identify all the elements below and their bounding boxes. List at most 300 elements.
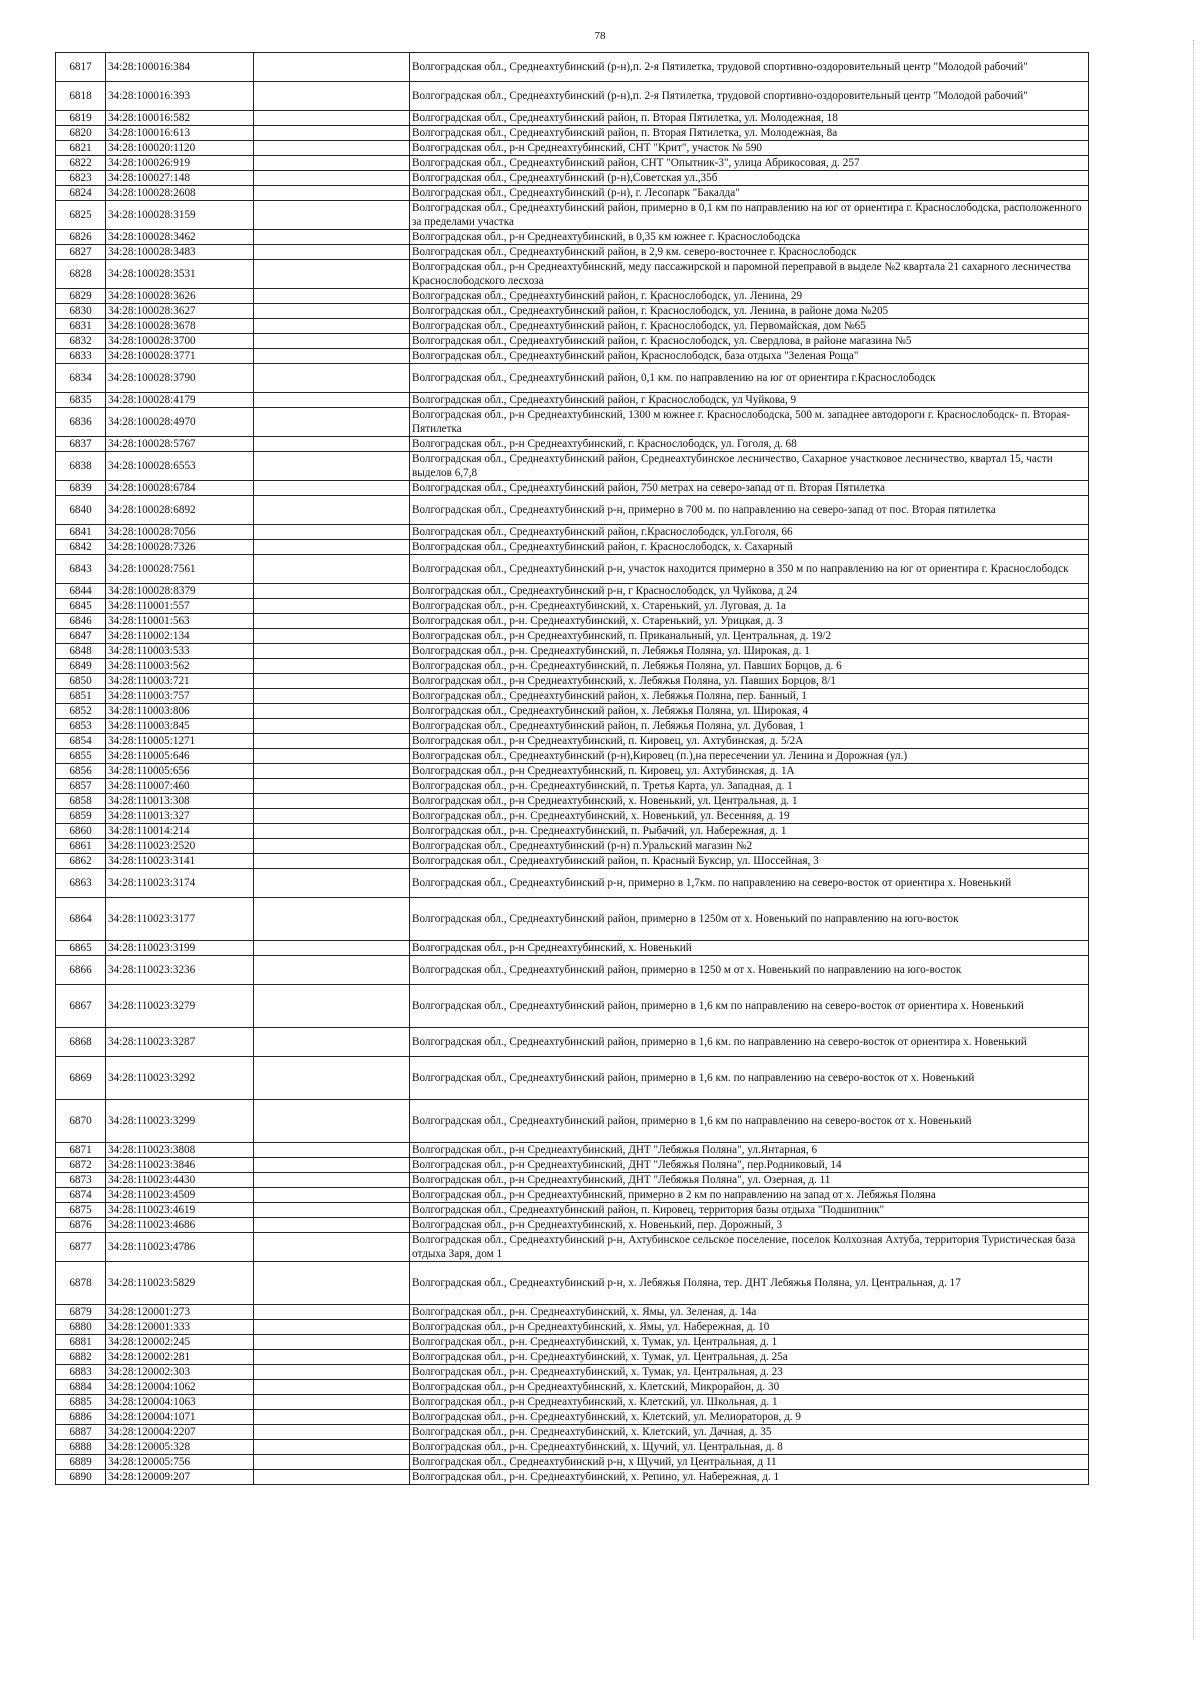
row-number: 6854 [56, 734, 106, 749]
empty-cell [254, 186, 410, 201]
address: Волгоградская обл., р-н Среднеахтубинский, в 0,35 км южнее г. Краснослободска [410, 230, 1089, 245]
row-number: 6818 [56, 82, 106, 111]
cadastral-number: 34:28:100028:7056 [106, 525, 254, 540]
empty-cell [254, 779, 410, 794]
cadastral-number: 34:28:110003:562 [106, 659, 254, 674]
empty-cell [254, 496, 410, 525]
empty-cell [254, 141, 410, 156]
empty-cell [254, 956, 410, 985]
address: Волгоградская обл., Среднеахтубинский р-н, Ахтубинское сельское поселение, поселок Колхозная Ахтуба, территория Туристическая база отдыха Заря, дом 1 [410, 1233, 1089, 1262]
empty-cell [254, 809, 410, 824]
address: Волгоградская обл., р-н. Среднеахтубинский, х. Старенький, ул. Луговая, д. 1а [410, 599, 1089, 614]
address: Волгоградская обл., Среднеахтубинский район, п. Красный Буксир, ул. Шоссейная, 3 [410, 854, 1089, 869]
table-row [56, 1188, 1089, 1203]
row-number: 6865 [56, 941, 106, 956]
row-number: 6882 [56, 1350, 106, 1365]
cadastral-number: 34:28:120005:328 [106, 1440, 254, 1455]
cadastral-number: 34:28:100016:613 [106, 126, 254, 141]
cadastral-number: 34:28:110023:3279 [106, 985, 254, 1028]
row-number: 6819 [56, 111, 106, 126]
empty-cell [254, 584, 410, 599]
row-number: 6842 [56, 540, 106, 555]
row-number: 6843 [56, 555, 106, 584]
row-number: 6841 [56, 525, 106, 540]
cadastral-number: 34:28:110023:3236 [106, 956, 254, 985]
cadastral-number: 34:28:110023:3177 [106, 898, 254, 941]
address: Волгоградская обл., Среднеахтубинский район, г. Краснослободск, х. Сахарный [410, 540, 1089, 555]
address: Волгоградская обл., Среднеахтубинский район, п. Лебяжья Поляна, ул. Дубовая, 1 [410, 719, 1089, 734]
empty-cell [254, 437, 410, 452]
cadastral-number: 34:28:110023:3299 [106, 1100, 254, 1143]
table-row [56, 555, 1089, 584]
table-row [56, 186, 1089, 201]
table-row [56, 629, 1089, 644]
cadastral-number: 34:28:100027:148 [106, 171, 254, 186]
table-row [56, 540, 1089, 555]
cadastral-number: 34:28:110023:3287 [106, 1028, 254, 1057]
row-number: 6886 [56, 1410, 106, 1425]
empty-cell [254, 201, 410, 230]
cadastral-number: 34:28:100028:3678 [106, 319, 254, 334]
empty-cell [254, 1233, 410, 1262]
row-number: 6826 [56, 230, 106, 245]
empty-cell [254, 171, 410, 186]
empty-cell [254, 599, 410, 614]
row-number: 6825 [56, 201, 106, 230]
row-number: 6873 [56, 1173, 106, 1188]
cadastral-number: 34:28:110023:4509 [106, 1188, 254, 1203]
address: Волгоградская обл., Среднеахтубинский район, Среднеахтубинское лесничество, Сахарное участковое лесничество, квартал 15, части выделов 6,7,8 [410, 452, 1089, 481]
empty-cell [254, 1203, 410, 1218]
table-row [56, 749, 1089, 764]
address: Волгоградская обл., Среднеахтубинский район, примерно в 1,6 км. по направлению на северо-восток от х. Новенький [410, 1057, 1089, 1100]
empty-cell [254, 364, 410, 393]
empty-cell [254, 481, 410, 496]
address: Волгоградская обл., Среднеахтубинский р-н, участок находится примерно в 350 м по направлению на юг от ориентира г. Краснослободск [410, 555, 1089, 584]
address: Волгоградская обл., Среднеахтубинский р-н, х Щучий, ул Центральная, д 11 [410, 1455, 1089, 1470]
row-number: 6869 [56, 1057, 106, 1100]
empty-cell [254, 1143, 410, 1158]
empty-cell [254, 941, 410, 956]
empty-cell [254, 349, 410, 364]
cadastral-number: 34:28:100028:3159 [106, 201, 254, 230]
cadastral-number: 34:28:100028:7326 [106, 540, 254, 555]
table-row [56, 809, 1089, 824]
empty-cell [254, 854, 410, 869]
address: Волгоградская обл., р-н. Среднеахтубинский, х. Клетский, ул. Мелиораторов, д. 9 [410, 1410, 1089, 1425]
row-number: 6831 [56, 319, 106, 334]
cadastral-number: 34:28:110013:308 [106, 794, 254, 809]
table-row [56, 854, 1089, 869]
cadastral-number: 34:28:120004:1071 [106, 1410, 254, 1425]
scan-edge-marks [1185, 40, 1194, 1640]
table-row [56, 1425, 1089, 1440]
address: Волгоградская обл., р-н Среднеахтубинский, х. Клетский, Микрорайон, д. 30 [410, 1380, 1089, 1395]
address: Волгоградская обл., р-н Среднеахтубинский, ДНТ "Лебяжья Поляна", ул.Янтарная, 6 [410, 1143, 1089, 1158]
row-number: 6830 [56, 304, 106, 319]
row-number: 6846 [56, 614, 106, 629]
address: Волгоградская обл., Среднеахтубинский район, п. Вторая Пятилетка, ул. Молодежная, 18 [410, 111, 1089, 126]
table-row [56, 408, 1089, 437]
cadastral-number: 34:28:110003:721 [106, 674, 254, 689]
empty-cell [254, 749, 410, 764]
table-row [56, 141, 1089, 156]
table-row [56, 319, 1089, 334]
row-number: 6870 [56, 1100, 106, 1143]
table-row [56, 869, 1089, 898]
address: Волгоградская обл., р-н Среднеахтубинский, х. Клетский, ул. Школьная, д. 1 [410, 1395, 1089, 1410]
row-number: 6889 [56, 1455, 106, 1470]
cadastral-number: 34:28:100028:8379 [106, 584, 254, 599]
table-row [56, 1380, 1089, 1395]
row-number: 6845 [56, 599, 106, 614]
table-row [56, 584, 1089, 599]
empty-cell [254, 719, 410, 734]
table-row [56, 334, 1089, 349]
row-number: 6836 [56, 408, 106, 437]
cadastral-number: 34:28:110014:214 [106, 824, 254, 839]
row-number: 6849 [56, 659, 106, 674]
address: Волгоградская обл., р-н Среднеахтубинский, х. Новенький, пер. Дорожный, 3 [410, 1218, 1089, 1233]
table-row [56, 481, 1089, 496]
row-number: 6871 [56, 1143, 106, 1158]
row-number: 6832 [56, 334, 106, 349]
cadastral-number: 34:28:110003:806 [106, 704, 254, 719]
empty-cell [254, 1470, 410, 1485]
row-number: 6821 [56, 141, 106, 156]
cadastral-number: 34:28:100020:1120 [106, 141, 254, 156]
address: Волгоградская обл., Среднеахтубинский район, примерно в 1250 м от х. Новенький по направлению на юго-восток [410, 956, 1089, 985]
row-number: 6851 [56, 689, 106, 704]
cadastral-number: 34:28:120002:303 [106, 1365, 254, 1380]
cadastral-number: 34:28:100028:3627 [106, 304, 254, 319]
table-row [56, 824, 1089, 839]
address: Волгоградская обл., Среднеахтубинский (р-н) п.Уральский магазин №2 [410, 839, 1089, 854]
cadastral-number: 34:28:110023:5829 [106, 1262, 254, 1305]
cadastral-number: 34:28:120004:1063 [106, 1395, 254, 1410]
address: Волгоградская обл., Среднеахтубинский район, г. Краснослободск, ул. Первомайская, дом №65 [410, 319, 1089, 334]
address: Волгоградская обл., р-н. Среднеахтубинский, п. Лебяжья Поляна, ул. Павших Борцов, д. 6 [410, 659, 1089, 674]
empty-cell [254, 644, 410, 659]
address: Волгоградская обл., р-н. Среднеахтубинский, п. Третья Карта, ул. Западная, д. 1 [410, 779, 1089, 794]
address: Волгоградская обл., Среднеахтубинский район, г.Краснослободск, ул.Гоголя, 66 [410, 525, 1089, 540]
empty-cell [254, 555, 410, 584]
row-number: 6820 [56, 126, 106, 141]
table-row [56, 764, 1089, 779]
table-row [56, 1335, 1089, 1350]
table-row [56, 689, 1089, 704]
empty-cell [254, 1158, 410, 1173]
row-number: 6864 [56, 898, 106, 941]
row-number: 6828 [56, 260, 106, 289]
address: Волгоградская обл., р-н Среднеахтубинский, х. Новенький, ул. Центральная, д. 1 [410, 794, 1089, 809]
cadastral-number: 34:28:110023:2520 [106, 839, 254, 854]
address: Волгоградская обл., Среднеахтубинский район, примерно в 1,6 км. по направлению на северо-восток от ориентира х. Новенький [410, 1028, 1089, 1057]
address: Волгоградская обл., Среднеахтубинский район, х. Лебяжья Поляна, ул. Широкая, 4 [410, 704, 1089, 719]
table-row [56, 599, 1089, 614]
cadastral-number: 34:28:100026:919 [106, 156, 254, 171]
row-number: 6876 [56, 1218, 106, 1233]
table-row [56, 201, 1089, 230]
empty-cell [254, 614, 410, 629]
empty-cell [254, 408, 410, 437]
empty-cell [254, 674, 410, 689]
cadastral-number: 34:28:110023:3141 [106, 854, 254, 869]
address: Волгоградская обл., Среднеахтубинский район, п. Вторая Пятилетка, ул. Молодежная, 8а [410, 126, 1089, 141]
empty-cell [254, 1335, 410, 1350]
table-row [56, 156, 1089, 171]
cadastral-number: 34:28:120004:1062 [106, 1380, 254, 1395]
cadastral-register-table [55, 52, 1089, 1485]
table-row [56, 496, 1089, 525]
cadastral-number: 34:28:110023:4786 [106, 1233, 254, 1262]
cadastral-number: 34:28:110001:557 [106, 599, 254, 614]
empty-cell [254, 794, 410, 809]
table-row [56, 289, 1089, 304]
row-number: 6840 [56, 496, 106, 525]
empty-cell [254, 659, 410, 674]
empty-cell [254, 111, 410, 126]
row-number: 6856 [56, 764, 106, 779]
row-number: 6859 [56, 809, 106, 824]
row-number: 6829 [56, 289, 106, 304]
empty-cell [254, 1455, 410, 1470]
row-number: 6881 [56, 1335, 106, 1350]
row-number: 6834 [56, 364, 106, 393]
row-number: 6848 [56, 644, 106, 659]
table-row [56, 659, 1089, 674]
cadastral-number: 34:28:110005:1271 [106, 734, 254, 749]
table-row [56, 304, 1089, 319]
cadastral-number: 34:28:110023:3846 [106, 1158, 254, 1173]
table-row [56, 260, 1089, 289]
row-number: 6888 [56, 1440, 106, 1455]
table-row [56, 82, 1089, 111]
empty-cell [254, 1100, 410, 1143]
row-number: 6879 [56, 1305, 106, 1320]
cadastral-number: 34:28:110005:656 [106, 764, 254, 779]
table-row [56, 985, 1089, 1028]
address: Волгоградская обл., Среднеахтубинский район, х. Лебяжья Поляна, пер. Банный, 1 [410, 689, 1089, 704]
table-row [56, 1305, 1089, 1320]
table-row [56, 393, 1089, 408]
cadastral-number: 34:28:100028:3483 [106, 245, 254, 260]
table-row [56, 1440, 1089, 1455]
cadastral-number: 34:28:100016:384 [106, 53, 254, 82]
row-number: 6855 [56, 749, 106, 764]
table-row [56, 364, 1089, 393]
cadastral-number: 34:28:120005:756 [106, 1455, 254, 1470]
cadastral-number: 34:28:110002:134 [106, 629, 254, 644]
row-number: 6862 [56, 854, 106, 869]
row-number: 6867 [56, 985, 106, 1028]
row-number: 6852 [56, 704, 106, 719]
row-number: 6838 [56, 452, 106, 481]
cadastral-number: 34:28:110003:533 [106, 644, 254, 659]
table-row [56, 171, 1089, 186]
address: Волгоградская обл., Среднеахтубинский район, г. Краснослободск, ул. Ленина, в районе дома №205 [410, 304, 1089, 319]
row-number: 6868 [56, 1028, 106, 1057]
address: Волгоградская обл., Среднеахтубинский район, Краснослободск, база отдыха "Зеленая Роща" [410, 349, 1089, 364]
address: Волгоградская обл., р-н Среднеахтубинский, 1300 м южнее г. Краснослободска, 500 м. западнее автодороги г. Краснослободск- п. Вторая-Пятилетка [410, 408, 1089, 437]
empty-cell [254, 985, 410, 1028]
cadastral-number: 34:28:110023:3808 [106, 1143, 254, 1158]
address: Волгоградская обл., Среднеахтубинский район, г. Краснослободск, ул. Ленина, 29 [410, 289, 1089, 304]
empty-cell [254, 1425, 410, 1440]
address: Волгоградская обл., р-н. Среднеахтубинский, х. Тумак, ул. Центральная, д. 1 [410, 1335, 1089, 1350]
table-row [56, 1455, 1089, 1470]
table-row [56, 941, 1089, 956]
address: Волгоградская обл., р-н. Среднеахтубинский, х. Клетский, ул. Дачная, д. 35 [410, 1425, 1089, 1440]
empty-cell [254, 1395, 410, 1410]
row-number: 6875 [56, 1203, 106, 1218]
empty-cell [254, 1350, 410, 1365]
empty-cell [254, 289, 410, 304]
table-row [56, 898, 1089, 941]
empty-cell [254, 1262, 410, 1305]
address: Волгоградская обл., р-н. Среднеахтубинский, х. Ямы, ул. Зеленая, д. 14а [410, 1305, 1089, 1320]
table-row [56, 1158, 1089, 1173]
empty-cell [254, 540, 410, 555]
table-row [56, 1350, 1089, 1365]
cadastral-number: 34:28:100028:3531 [106, 260, 254, 289]
cadastral-number: 34:28:100028:6784 [106, 481, 254, 496]
table-row [56, 53, 1089, 82]
table-row [56, 1365, 1089, 1380]
address: Волгоградская обл., Среднеахтубинский (р-н),п. 2-я Пятилетка, трудовой спортивно-оздоровительный центр "Молодой рабочий" [410, 53, 1089, 82]
cadastral-number: 34:28:100028:3626 [106, 289, 254, 304]
empty-cell [254, 824, 410, 839]
address: Волгоградская обл., р-н Среднеахтубинский, п. Кировец, ул. Ахтубинская, д. 1А [410, 764, 1089, 779]
address: Волгоградская обл., Среднеахтубинский (р-н),Кировец (п.),на пересечении ул. Ленина и Дорожная (ул.) [410, 749, 1089, 764]
page-number: 78 [594, 30, 606, 42]
cadastral-number: 34:28:100028:7561 [106, 555, 254, 584]
table-row [56, 644, 1089, 659]
table-row [56, 245, 1089, 260]
row-number: 6866 [56, 956, 106, 985]
address: Волгоградская обл., р-н Среднеахтубинский, примерно в 2 км по направлению на запад от х. Лебяжья Поляна [410, 1188, 1089, 1203]
empty-cell [254, 898, 410, 941]
empty-cell [254, 704, 410, 719]
address: Волгоградская обл., Среднеахтубинский район, примерно в 1,6 км по направлению на северо-восток от х. Новенький [410, 1100, 1089, 1143]
address: Волгоградская обл., р-н Среднеахтубинский, п. Приканальный, ул. Центральная, д. 19/2 [410, 629, 1089, 644]
empty-cell [254, 393, 410, 408]
table-row [56, 230, 1089, 245]
cadastral-number: 34:28:100028:3790 [106, 364, 254, 393]
address: Волгоградская обл., р-н Среднеахтубинский, меду пассажирской и паромной переправой в выделе №2 квартала 21 сахарного лесничества Краснослободского лесхоза [410, 260, 1089, 289]
address: Волгоградская обл., р-н. Среднеахтубинский, х. Репино, ул. Набережная, д. 1 [410, 1470, 1089, 1485]
table-row [56, 126, 1089, 141]
table-row [56, 1143, 1089, 1158]
address: Волгоградская обл., р-н Среднеахтубинский, х. Лебяжья Поляна, ул. Павших Борцов, 8/1 [410, 674, 1089, 689]
address: Волгоградская обл., Среднеахтубинский (р-н),Советская ул.,35б [410, 171, 1089, 186]
row-number: 6858 [56, 794, 106, 809]
row-number: 6872 [56, 1158, 106, 1173]
empty-cell [254, 869, 410, 898]
row-number: 6880 [56, 1320, 106, 1335]
address: Волгоградская обл., р-н. Среднеахтубинский, х. Тумак, ул. Центральная, д. 25а [410, 1350, 1089, 1365]
address: Волгоградская обл., р-н Среднеахтубинский, г. Краснослободск, ул. Гоголя, д. 68 [410, 437, 1089, 452]
address: Волгоградская обл., р-н. Среднеахтубинский, п. Рыбачий, ул. Набережная, д. 1 [410, 824, 1089, 839]
address: Волгоградская обл., р-н. Среднеахтубинский, х. Новенький, ул. Весенняя, д. 19 [410, 809, 1089, 824]
row-number: 6839 [56, 481, 106, 496]
cadastral-number: 34:28:110023:3292 [106, 1057, 254, 1100]
row-number: 6885 [56, 1395, 106, 1410]
row-number: 6835 [56, 393, 106, 408]
empty-cell [254, 260, 410, 289]
cadastral-number: 34:28:120009:207 [106, 1470, 254, 1485]
row-number: 6824 [56, 186, 106, 201]
address: Волгоградская обл., Среднеахтубинский район, г. Краснослободск, ул. Свердлова, в районе магазина №5 [410, 334, 1089, 349]
cadastral-number: 34:28:110007:460 [106, 779, 254, 794]
address: Волгоградская обл., Среднеахтубинский район, п. Кировец, территория базы отдыха "Подшипник" [410, 1203, 1089, 1218]
cadastral-number: 34:28:110023:3174 [106, 869, 254, 898]
cadastral-number: 34:28:110003:757 [106, 689, 254, 704]
cadastral-number: 34:28:100028:3700 [106, 334, 254, 349]
table-row [56, 794, 1089, 809]
table-row [56, 956, 1089, 985]
address: Волгоградская обл., Среднеахтубинский район, примерно в 0,1 км по направлению на юг от ориентира г. Краснослободска, расположенного за пределами участка [410, 201, 1089, 230]
address: Волгоградская обл., р-н. Среднеахтубинский, х. Старенький, ул. Урицкая, д. 3 [410, 614, 1089, 629]
table-row [56, 1028, 1089, 1057]
empty-cell [254, 629, 410, 644]
empty-cell [254, 53, 410, 82]
cadastral-number: 34:28:110023:4619 [106, 1203, 254, 1218]
cadastral-number: 34:28:100016:582 [106, 111, 254, 126]
row-number: 6860 [56, 824, 106, 839]
table-row [56, 704, 1089, 719]
table-row [56, 437, 1089, 452]
cadastral-number: 34:28:120004:2207 [106, 1425, 254, 1440]
table-row [56, 734, 1089, 749]
cadastral-number: 34:28:120002:281 [106, 1350, 254, 1365]
address: Волгоградская обл., Среднеахтубинский р-н, х. Лебяжья Поляна, тер. ДНТ Лебяжья Поляна, ул. Центральная, д. 17 [410, 1262, 1089, 1305]
cadastral-number: 34:28:100028:3771 [106, 349, 254, 364]
cadastral-number: 34:28:100028:6892 [106, 496, 254, 525]
cadastral-number: 34:28:120001:273 [106, 1305, 254, 1320]
cadastral-number: 34:28:110003:845 [106, 719, 254, 734]
empty-cell [254, 525, 410, 540]
empty-cell [254, 452, 410, 481]
cadastral-number: 34:28:110001:563 [106, 614, 254, 629]
address: Волгоградская обл., Среднеахтубинский (р-н),п. 2-я Пятилетка, трудовой спортивно-оздоровительный центр "Молодой рабочий" [410, 82, 1089, 111]
row-number: 6822 [56, 156, 106, 171]
empty-cell [254, 839, 410, 854]
cadastral-number: 34:28:110023:4430 [106, 1173, 254, 1188]
empty-cell [254, 1057, 410, 1100]
address: Волгоградская обл., Среднеахтубинский район, примерно в 1250м от х. Новенький по направлению на юго-восток [410, 898, 1089, 941]
table-row [56, 1057, 1089, 1100]
row-number: 6853 [56, 719, 106, 734]
row-number: 6861 [56, 839, 106, 854]
row-number: 6823 [56, 171, 106, 186]
address: Волгоградская обл., Среднеахтубинский р-н, примерно в 1,7км. по направлению на северо-восток от ориентира х. Новенький [410, 869, 1089, 898]
table-row [56, 674, 1089, 689]
table-row [56, 349, 1089, 364]
cadastral-number: 34:28:100028:4179 [106, 393, 254, 408]
address: Волгоградская обл., р-н. Среднеахтубинский, п. Лебяжья Поляна, ул. Широкая, д. 1 [410, 644, 1089, 659]
address: Волгоградская обл., Среднеахтубинский район, 750 метрах на северо-запад от п. Вторая Пятилетка [410, 481, 1089, 496]
empty-cell [254, 1305, 410, 1320]
address: Волгоградская обл., р-н Среднеахтубинский, СНТ "Крит", участок № 590 [410, 141, 1089, 156]
row-number: 6837 [56, 437, 106, 452]
empty-cell [254, 1410, 410, 1425]
row-number: 6887 [56, 1425, 106, 1440]
table-row [56, 111, 1089, 126]
empty-cell [254, 230, 410, 245]
cadastral-number: 34:28:100028:6553 [106, 452, 254, 481]
table-row [56, 614, 1089, 629]
